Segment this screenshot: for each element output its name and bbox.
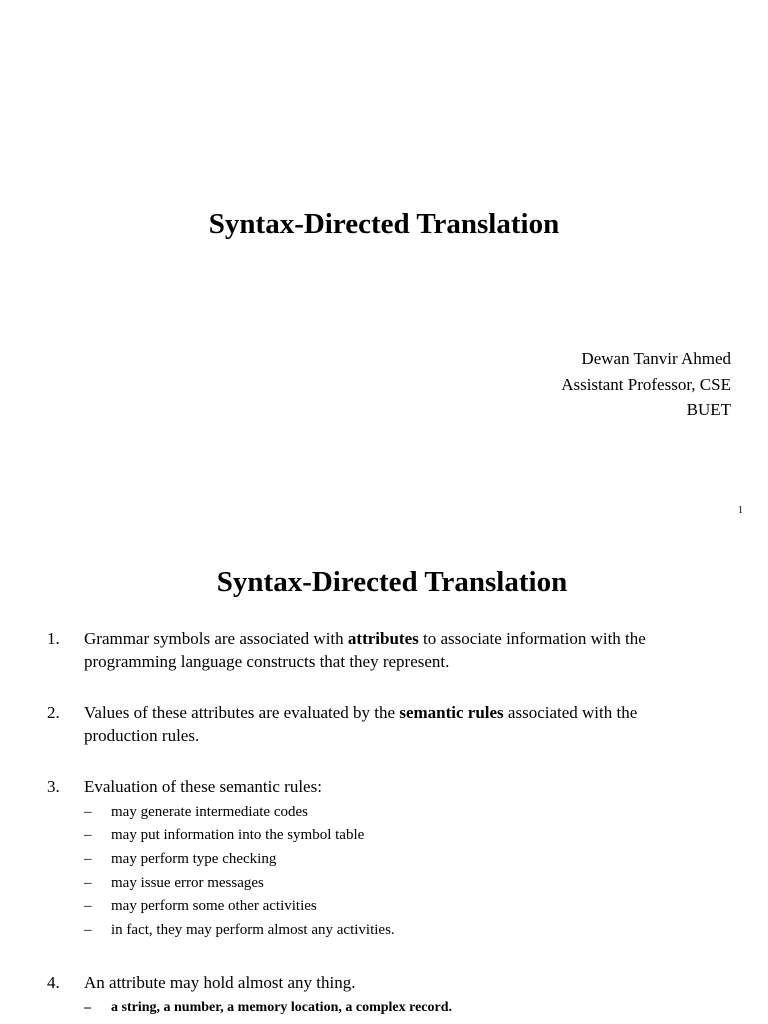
sub-list-item-text: in fact, they may perform almost any activities. — [111, 922, 395, 939]
dash-bullet: – — [84, 803, 92, 820]
sub-list-item-text: may perform some other activities — [111, 898, 317, 915]
sub-list-item-text: may put information into the symbol table — [111, 827, 365, 844]
author-name: Dewan Tanvir Ahmed — [581, 349, 731, 368]
slide-title: Syntax-Directed Translation — [208, 208, 560, 240]
text-line: programming language constructs that they represent. — [84, 651, 450, 671]
dash-bullet: – — [84, 922, 92, 939]
author-position: Assistant Professor, CSE — [561, 374, 731, 394]
sub-list-item — [84, 919, 747, 943]
sub-list-item — [84, 895, 747, 919]
page-number: 1 — [738, 505, 743, 516]
spacer — [47, 747, 747, 776]
content-slide — [0, 535, 768, 1024]
list-item-text — [84, 628, 747, 673]
text-line: An attribute may hold almost any thing. — [84, 972, 356, 992]
dash-bullet: – — [84, 898, 92, 915]
slide-title: Syntax-Directed Translation — [216, 566, 568, 598]
spacer — [47, 673, 747, 702]
text-span: Values of these attributes are evaluated by the — [84, 703, 400, 722]
text-line: Evaluation of these semantic rules: — [84, 777, 322, 796]
sub-list — [84, 996, 747, 1020]
sub-list-item-text: may perform type checking — [111, 850, 277, 867]
list-item-number: 2. — [47, 703, 60, 722]
sub-list-item — [84, 848, 747, 872]
list-item-number: 3. — [47, 777, 60, 796]
list-item-number: 1. — [47, 629, 60, 648]
list-item-number: 4. — [47, 972, 60, 992]
spacer — [47, 943, 747, 972]
sub-list — [84, 801, 747, 943]
sub-list-item-text: may issue error messages — [111, 874, 264, 891]
numbered-list — [47, 628, 747, 1020]
bold-term: semantic rules — [399, 703, 504, 722]
text-span: associated with the — [503, 703, 638, 722]
list-item-text — [84, 776, 747, 799]
dash-bullet: – — [84, 827, 92, 844]
dash-bullet: – — [84, 874, 92, 891]
dash-bullet: – — [84, 1000, 91, 1016]
sub-list-item-text: a string, a number, a memory location, a complex record. — [111, 1000, 453, 1016]
author-institution: BUET — [686, 400, 731, 419]
sub-list-item — [84, 801, 747, 825]
bold-term: attributes — [347, 629, 419, 648]
sub-list-item — [84, 872, 747, 896]
sub-list-item — [84, 824, 747, 848]
text-line: production rules. — [84, 725, 200, 745]
list-item — [47, 628, 747, 673]
list-item — [47, 702, 747, 747]
sub-list-item-text: may generate intermediate codes — [111, 803, 308, 820]
list-item-text — [84, 972, 747, 995]
text-span: to associate information with the — [418, 629, 646, 648]
list-item-text — [84, 702, 747, 747]
author-block — [561, 346, 731, 423]
dash-bullet: – — [84, 850, 92, 867]
list-item — [47, 972, 747, 1020]
text-span: Grammar symbols are associated with — [84, 629, 348, 648]
sub-list-item — [84, 996, 747, 1020]
list-item — [47, 776, 747, 943]
